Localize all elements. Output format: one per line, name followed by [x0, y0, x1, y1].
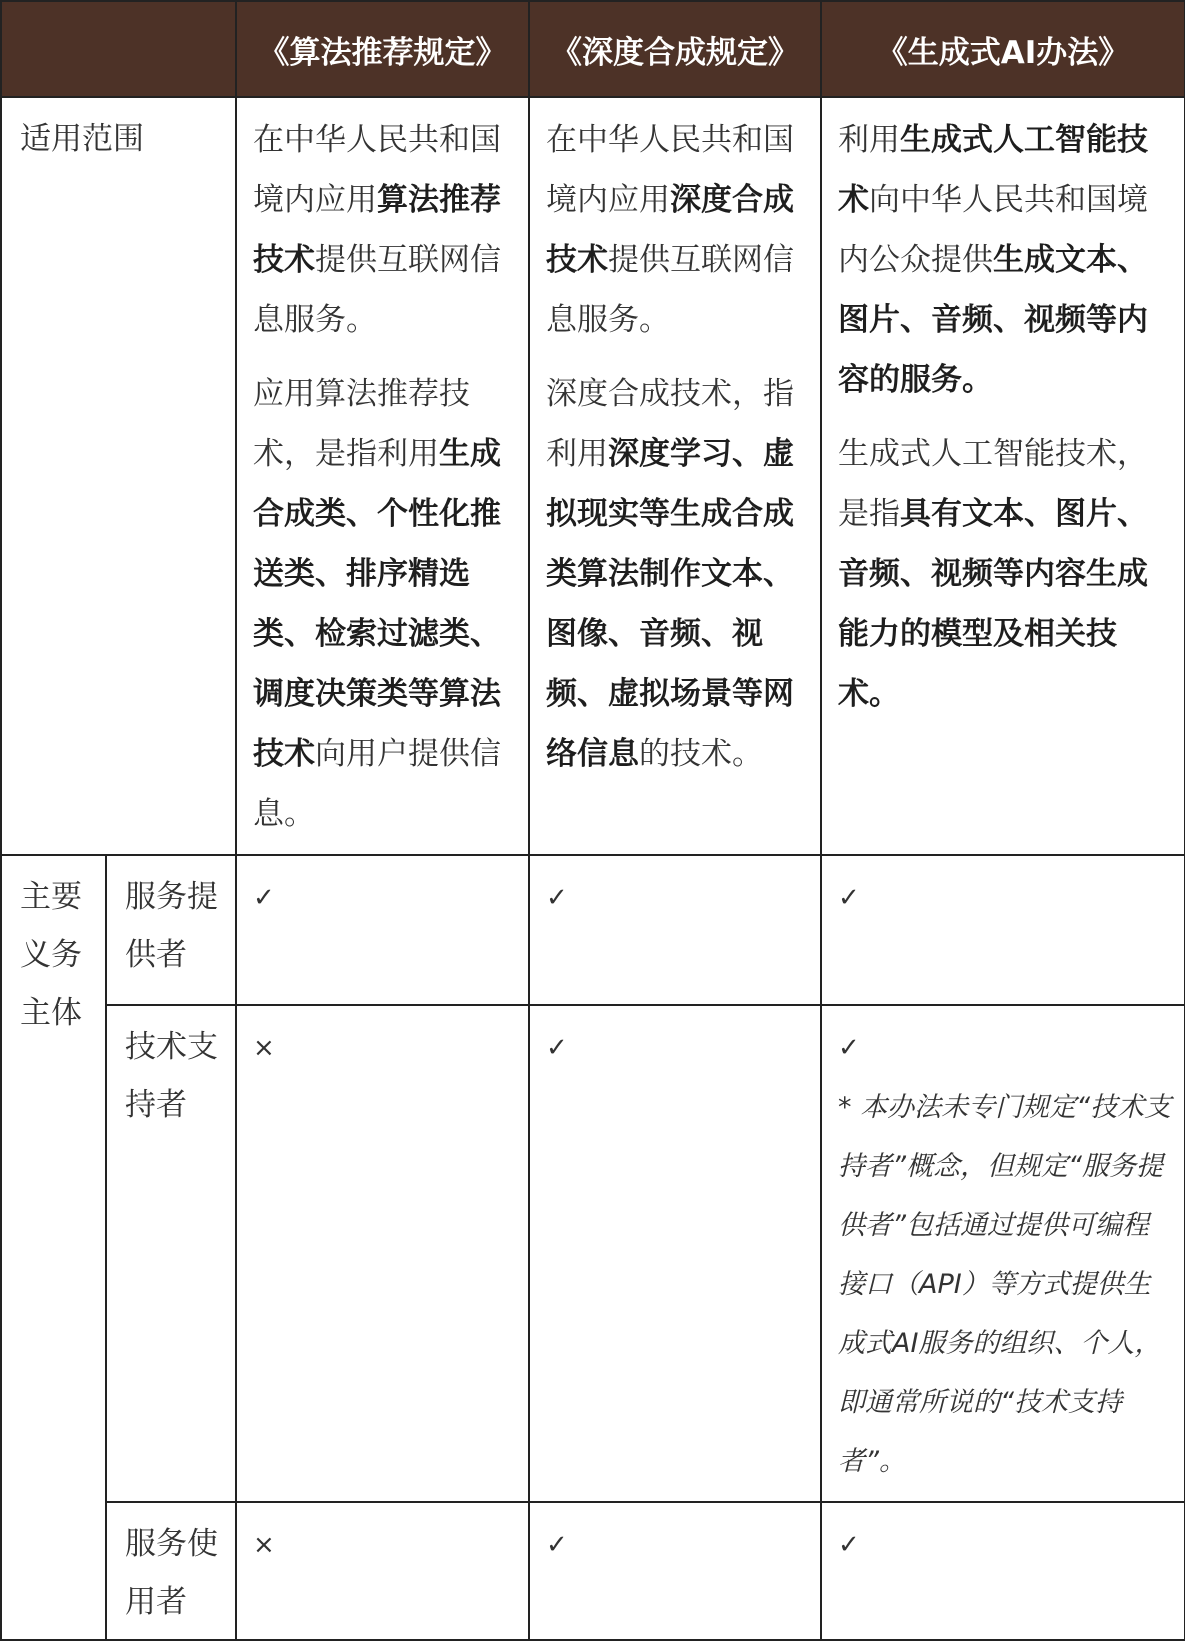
scope-generative-ai-para-1: 利用生成式人工智能技术向中华人民共和国境内公众提供生成文本、图片、音频、视频等内容的服务。 — [838, 122, 1148, 398]
scope-cell-generative-ai — [821, 97, 1185, 855]
scope-algorithm-para-2: 应用算法推荐技术，是指利用生成合成类、个性化推送类、排序精选类、检索过滤类、调度决策类等算法技术向用户提供信息。 — [253, 376, 501, 832]
header-algorithm-recommendation: 《算法推荐规定》 — [236, 1, 529, 97]
check-icon: ✓ — [529, 1005, 821, 1502]
technical-supporter-note: * 本办法未专门规定“技术支持者”概念，但规定“服务提供者”包括通过提供可编程接口（API）等方式提供生成式AI服务的组织、个人，即通常所说的“技术支持者”。 — [838, 1092, 1172, 1477]
check-icon: ✓ — [529, 1502, 821, 1640]
header-row — [1, 1, 1185, 97]
subject-row-service-provider — [1, 855, 1185, 1005]
scope-generative-ai-para-2: 生成式人工智能技术，是指具有文本、图片、音频、视频等内容生成能力的模型及相关技术。 — [838, 436, 1148, 712]
scope-row — [1, 97, 1185, 855]
subject-label-technical-supporter: 技术支持者 — [106, 1005, 236, 1502]
check-icon: ✓ — [838, 1033, 860, 1063]
check-icon: ✓ — [236, 855, 529, 1005]
check-icon: ✓ — [821, 1502, 1185, 1640]
subject-label-service-provider: 服务提供者 — [106, 855, 236, 1005]
cross-icon: × — [236, 1005, 529, 1502]
scope-cell-deep-synthesis — [529, 97, 821, 855]
scope-deep-synthesis-para-2: 深度合成技术，指利用深度学习、虚拟现实等生成合成类算法制作文本、图像、音频、视频、虚拟场景等网络信息的技术。 — [546, 376, 794, 772]
header-empty-cell — [1, 1, 236, 97]
subject-label-service-user: 服务使用者 — [106, 1502, 236, 1640]
main-obligation-subjects-label: 主要义务主体 — [1, 855, 106, 1640]
subject-row-technical-supporter — [1, 1005, 1185, 1502]
scope-algorithm-para-1: 在中华人民共和国境内应用算法推荐技术提供互联网信息服务。 — [253, 122, 501, 338]
scope-deep-synthesis-para-1: 在中华人民共和国境内应用深度合成技术提供互联网信息服务。 — [546, 122, 794, 338]
check-icon: ✓ — [821, 855, 1185, 1005]
subject-row-service-user — [1, 1502, 1185, 1640]
scope-cell-algorithm — [236, 97, 529, 855]
cross-icon: × — [236, 1502, 529, 1640]
header-deep-synthesis: 《深度合成规定》 — [529, 1, 821, 97]
check-icon: ✓ — [529, 855, 821, 1005]
technical-supporter-generative-ai-cell — [821, 1005, 1185, 1502]
scope-label: 适用范围 — [1, 97, 236, 855]
header-generative-ai: 《生成式AI办法》 — [821, 1, 1185, 97]
